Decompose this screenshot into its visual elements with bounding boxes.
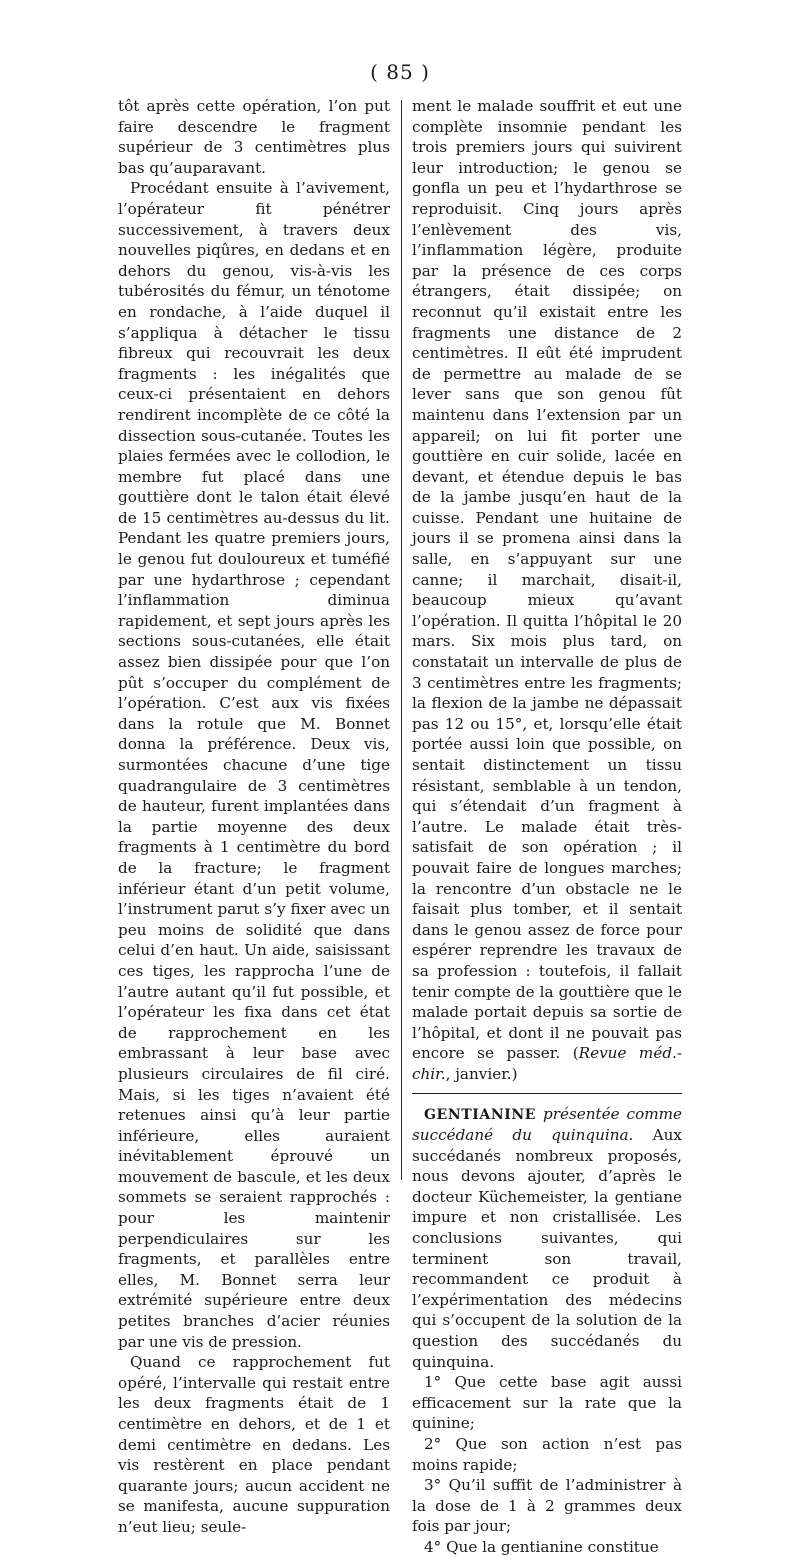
paragraph: Quand ce rapprochement fut opéré, l’intervalle qui restait entre les deux fragments était de 1 centimètre en dehors, et de 1 et demi centimètre en dedans. Les vis restèrent en place pendant quarante jours; aucun accident ne se manifesta, aucune suppuration n’eut lieu; seule- xyxy=(118,1353,390,1536)
paragraph xyxy=(412,96,682,1085)
paragraph: tôt après cette opération, l’on put faire descendre le fragment supérieur de 3 centimètres plus bas qu’auparavant. xyxy=(118,97,390,177)
citation-tail: , janvier.) xyxy=(445,1064,518,1083)
paragraph: Procédant ensuite à l’avivement, l’opérateur fit pénétrer successivement, à travers deux nouvelles piqûres, en dedans et en dehors du genou, vis-à-vis les tubérosités du fémur, un ténotome en rondache, à l’aide duquel il s’appliqua à détacher le tissu fibreux qui recouvrait les deux fragments : les inégalités que ceux-ci présentaient en dehors rendirent incomplète de ce côté la dissection sous-cutanée. Toutes les plaies fermées avec le collodion, le membre fut placé dans une gouttière dont le talon était élevé de 15 centimètres au-dessus du lit. Pendant les quatre premiers jours, le genou fut douloureux et tuméfié par une hydarthrose ; cependant l’inflammation diminua rapidement, et sept jours après les sections sous-cutanées, elle était assez bien dissipée pour que l’on pût s’occuper du complément de l’opération. C’est aux vis fixées dans la rotule que M. Bonnet donna la préférence. Deux vis, surmontées chacune d’une tige quadrangulaire de 3 centimètres de hauteur, furent implantées dans la partie moyenne des deux fragments à 1 centimètre du bord de la fracture; le fragment inférieur étant d’un petit volume, l’instrument parut s’y fixer avec un peu moins de solidité que dans celui d’en haut. Un aide, saisissant ces tiges, les rapprocha l’une de l’autre autant qu’il fut possible, et l’opérateur les fixa dans cet état de rapprochement en les embrassant à leur base avec plusieurs circulaires de fil ciré. Mais, si les tiges n’avaient été retenues ainsi qu’à leur partie inférieure, elles auraient inévitablement éprouvé un mouvement de bascule, et les deux sommets se seraient rapprochés : pour les maintenir perpendiculaires sur les fragments, et parallèles entre elles, M. Bonnet serra leur extrémité supérieure entre deux petites branches d’acier réunies par une vis de pression. xyxy=(118,179,390,1351)
column-divider xyxy=(401,100,402,1180)
citation-source: Revue méd.-chir. xyxy=(412,1044,682,1083)
list-item: 2° Que son action n’est pas moins rapide; xyxy=(412,1435,682,1474)
right-column xyxy=(412,96,682,1558)
gentianine-paragraph xyxy=(412,1104,682,1373)
left-column xyxy=(118,96,390,1538)
list-item: 3° Qu’il suffit de l’administrer à la dose de 1 à 2 grammes deux fois par jour; xyxy=(412,1476,682,1536)
list-item: 1° Que cette base agit aussi efficacement sur la rate que la quinine; xyxy=(412,1373,682,1433)
page-number: ( 85 ) xyxy=(370,60,430,84)
section-separator xyxy=(412,1093,682,1094)
section-text: Aux succédanés nombreux proposés, nous devons ajouter, d’après le docteur Küchemeister, la gentiane impure et non cristallisée. Les conclusions suivantes, qui terminent son travail, recommandent ce produit à l’expérimentation des médecins qui s’occupent de la solution de la question des succédanés du quinquina. xyxy=(412,1126,682,1371)
list-item: 4° Que la gentianine constitue xyxy=(424,1537,659,1556)
section-keyword: GENTIANINE xyxy=(424,1106,537,1123)
paragraph-text: ment le malade souffrit et eut une complète insomnie pendant les trois premiers jours qui suivirent leur introduction; le genou se gonfla un peu et l’hydarthrose se reproduisit. Cinq jours après l’enlèvement des vis, l’inflammation légère, produite par la présence de ces corps étrangers, était dissipée; on reconnut qu’il existait entre les fragments une distance de 2 centimètres. Il eût été imprudent de permettre au malade de se lever sans que son genou fût maintenu dans l’extension par un appareil; on lui fit porter une gouttière en cuir solide, lacée en devant, et étendue depuis le bas de la jambe jusqu’en haut de la cuisse. Pendant une huitaine de jours il se promena ainsi dans la salle, en s’appuyant sur une canne; il marchait, disait-il, beaucoup mieux qu’avant l’opération. Il quitta l’hôpital le 20 mars. Six mois plus tard, on constatait un intervalle de plus de 3 centimètres entre les fragments; la flexion de la jambe ne dépassait pas 12 ou 15°, et, lorsqu’elle était portée aussi loin que possible, on sentait distinctement un tissu résistant, semblable à un tendon, qui s’étendait d’un fragment à l’autre. Le malade était très-satisfait de son opération ; il pouvait faire de longues marches; la rencontre d’un obstacle ne le faisait plus tomber, et il sentait dans le genou assez de force pour espérer reprendre les travaux de sa profession : toutefois, il fallait tenir compte de la gouttière que le malade portait depuis sa sortie de l’hôpital, et dont il ne pouvait pas encore se passer. ( xyxy=(412,97,682,1063)
section-lead: présentée comme succédané du quinquina. xyxy=(412,1104,682,1145)
